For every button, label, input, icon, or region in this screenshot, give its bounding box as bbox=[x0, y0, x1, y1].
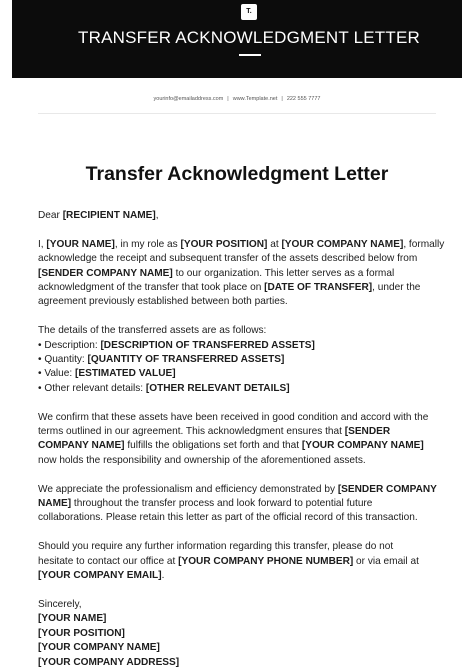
appreciate-text: throughout the transfer process and look forward to potential future bbox=[71, 498, 373, 510]
confirm-text: We confirm that these assets have been received in good condition and accord with the bbox=[38, 411, 429, 423]
sender-company-placeholder: NAME] bbox=[38, 498, 72, 510]
confirm-text: terms outlined in our agreement. This acknowledgment ensures that bbox=[38, 426, 345, 438]
asset-item bbox=[38, 353, 438, 367]
company-phone-placeholder: [YOUR COMPANY PHONE NUMBER] bbox=[178, 555, 354, 567]
intro-text: I, bbox=[38, 238, 47, 250]
asset-item-label: • Quantity: bbox=[38, 354, 88, 366]
intro-text: acknowledge the receipt and subsequent transfer of the assets described below from bbox=[38, 253, 418, 265]
letter-body bbox=[38, 209, 445, 670]
asset-item bbox=[38, 367, 438, 381]
assets-paragraph bbox=[38, 324, 438, 396]
asset-item-label: • Description: bbox=[38, 339, 101, 351]
transfer-date-placeholder: [DATE OF TRANSFER] bbox=[264, 282, 373, 294]
contact-email: yourinfo@emailaddress.com bbox=[153, 96, 224, 102]
appreciate-text: We appreciate the professionalism and efficiency demonstrated by bbox=[38, 483, 338, 495]
your-position-placeholder: [YOUR POSITION] bbox=[180, 238, 268, 250]
contact-separator: | bbox=[281, 96, 283, 102]
asset-item-label: • Value: bbox=[38, 368, 76, 380]
closing-block bbox=[38, 598, 438, 670]
contact-text: Should you require any further information regarding this transfer, please do not bbox=[38, 541, 394, 553]
your-company-placeholder: [YOUR COMPANY NAME] bbox=[301, 440, 424, 452]
asset-item-value: [ESTIMATED VALUE] bbox=[75, 368, 176, 380]
asset-item-label: • Other relevant details: bbox=[38, 382, 146, 394]
contact-text: or via email at bbox=[353, 555, 419, 567]
contact-paragraph bbox=[38, 540, 438, 583]
intro-text: , under the bbox=[372, 282, 421, 294]
sender-company-placeholder: [SENDER bbox=[344, 426, 391, 438]
contact-phone: 222 555 7777 bbox=[286, 96, 321, 102]
signature-name: [YOUR NAME] bbox=[38, 613, 107, 625]
contact-text: . bbox=[161, 570, 165, 582]
intro-text: to our organization. This letter serves as a formal bbox=[172, 267, 395, 279]
intro-text: , in my role as bbox=[114, 238, 181, 250]
intro-paragraph bbox=[38, 238, 445, 310]
confirm-text: now holds the responsibility and ownership of the aforementioned assets. bbox=[38, 454, 366, 466]
closing: Sincerely, bbox=[38, 598, 82, 610]
salutation-prefix: Dear bbox=[38, 210, 63, 221]
intro-text: acknowledgment of the transfer that took place on bbox=[38, 282, 265, 294]
salutation-suffix: , bbox=[155, 210, 159, 221]
company-email-placeholder: [YOUR COMPANY EMAIL] bbox=[38, 570, 162, 582]
banner-title: TRANSFER ACKNOWLEDGMENT LETTER bbox=[78, 28, 420, 47]
intro-text: at bbox=[267, 238, 282, 250]
sender-company-placeholder: [SENDER COMPANY NAME] bbox=[38, 267, 173, 279]
header-banner bbox=[12, 0, 462, 78]
your-name-placeholder: [YOUR NAME] bbox=[46, 238, 115, 250]
appreciate-text: collaborations. Please retain this letter as part of the official record of this transaction. bbox=[38, 512, 418, 524]
signature-address: [YOUR COMPANY ADDRESS] bbox=[38, 656, 180, 668]
asset-item-value: [DESCRIPTION OF TRANSFERRED ASSETS] bbox=[100, 339, 315, 351]
assets-lead: The details of the transferred assets are as follows: bbox=[38, 325, 267, 337]
signature-company: [YOUR COMPANY NAME] bbox=[38, 642, 160, 654]
sender-company-placeholder: COMPANY NAME] bbox=[38, 440, 125, 452]
your-company-placeholder: [YOUR COMPANY NAME] bbox=[281, 238, 404, 250]
header-divider bbox=[38, 113, 436, 114]
asset-item bbox=[38, 382, 438, 396]
intro-text: , formally bbox=[403, 238, 445, 250]
confirmation-paragraph bbox=[38, 411, 438, 469]
salutation bbox=[38, 209, 438, 223]
contact-info bbox=[0, 96, 474, 102]
contact-text: hesitate to contact our office at bbox=[38, 555, 179, 567]
recipient-name-placeholder: [RECIPIENT NAME] bbox=[62, 210, 156, 221]
contact-separator: | bbox=[227, 96, 229, 102]
template-logo: T. bbox=[241, 4, 257, 20]
signature-position: [YOUR POSITION] bbox=[38, 627, 125, 639]
contact-website: www.Template.net bbox=[232, 96, 278, 102]
sender-company-placeholder: [SENDER COMPANY bbox=[337, 483, 437, 495]
confirm-text: fulfills the obligations set forth and that bbox=[124, 440, 302, 452]
asset-item-value: [OTHER RELEVANT DETAILS] bbox=[145, 382, 290, 394]
appreciation-paragraph bbox=[38, 483, 438, 526]
banner-underline bbox=[239, 54, 261, 56]
asset-item-value: [QUANTITY OF TRANSFERRED ASSETS] bbox=[87, 354, 285, 366]
intro-text: agreement previously established between both parties. bbox=[38, 296, 288, 308]
document-title: Transfer Acknowledgment Letter bbox=[85, 163, 389, 185]
asset-item bbox=[38, 339, 438, 353]
